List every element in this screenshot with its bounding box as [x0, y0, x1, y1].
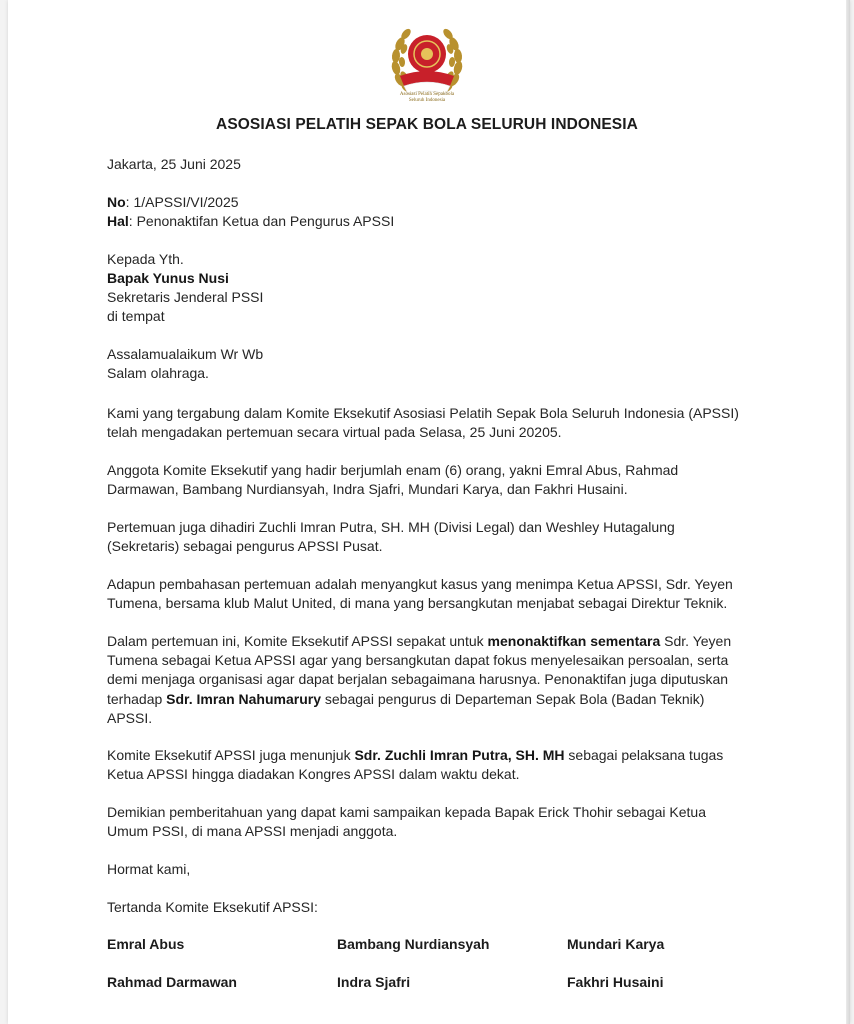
letter-subject-label: Hal	[107, 213, 129, 229]
paragraph-2-line: Darmawan, Bambang Nurdiansyah, Indra Sjafri, Mundari Karya, dan Fakhri Husaini.	[107, 481, 628, 498]
paragraph-6-emphasis: Sdr. Zuchli Imran Putra, SH. MH	[354, 747, 565, 763]
paragraph-6	[107, 746, 747, 784]
paragraph-2	[107, 461, 747, 499]
closing: Hormat kami,	[107, 861, 191, 877]
paragraph-5-line: APSSI.	[107, 709, 153, 726]
logo-caption	[379, 92, 475, 104]
paragraph-7-line: Demikian pemberitahuan yang dapat kami sampaikan kepada Bapak Erick Thohir sebagai Ketua	[107, 804, 706, 820]
paragraph-5	[107, 632, 747, 728]
paragraph-5-emphasis: menonaktifkan sementara	[487, 633, 661, 649]
paragraph-3-line: Pertemuan juga dihadiri Zuchli Imran Putra, SH. MH (Divisi Legal) dan Weshley Hutagalung	[107, 519, 675, 535]
paragraph-3-line: (Sekretaris) sebagai pengurus APSSI Pusat.	[107, 538, 383, 555]
paragraph-4	[107, 575, 747, 613]
paragraph-5-line	[107, 690, 747, 709]
paragraph-3	[107, 518, 747, 556]
paragraph-5-text: terhadap	[107, 690, 167, 707]
paragraph-7-line: Umum PSSI, di mana APSSI menjadi anggota.	[107, 823, 398, 840]
paragraph-5-line: Tumena sebagai Ketua APSSI agar yang bersangkutan dapat fokus menyelesaikan persoalan, serta	[107, 652, 729, 669]
paragraph-2-line: Anggota Komite Eksekutif yang hadir berjumlah enam (6) orang, yakni Emral Abus, Rahmad	[107, 462, 679, 478]
paragraph-1-line: telah mengadakan pertemuan secara virtual pada Selasa, 25 Juni 20205.	[107, 424, 562, 441]
paragraph-4-line: Adapun pembahasan pertemuan adalah menyangkut kasus yang menimpa Ketua APSSI, Sdr. Yeyen	[107, 576, 733, 592]
letter-number-value: : 1/APSSI/VI/2025	[125, 194, 239, 210]
signatory-name: Emral Abus	[107, 936, 185, 952]
paragraph-6-text: Komite Eksekutif APSSI juga menunjuk	[107, 747, 355, 763]
salutation-islamic: Assalamualaikum Wr Wb	[107, 346, 264, 362]
paragraph-5-line: demi menjaga organisasi agar dapat berjalan sebagaimana harusnya. Penonaktifan juga diputuskan	[107, 671, 729, 688]
signatory-name: Mundari Karya	[567, 936, 665, 952]
paragraph-5-line	[107, 632, 747, 651]
signatory-name: Fakhri Husaini	[567, 974, 664, 990]
logo-caption-line1: Asosiasi Pelatih Sepakbola	[399, 92, 455, 97]
paragraph-6-line	[107, 746, 747, 765]
recipient-name: Bapak Yunus Nusi	[107, 270, 229, 286]
paragraph-1-line: Kami yang tergabung dalam Komite Eksekutif Asosiasi Pelatih Sepak Bola Seluruh Indonesia (APSSI)	[107, 405, 739, 421]
paragraph-5-text: sebagai pengurus di Departeman Sepak Bola (Badan Teknik)	[321, 690, 705, 707]
paragraph-4-line: Tumena, bersama klub Malut United, di mana yang bersangkutan menjabat sebagai Direktur Teknik.	[107, 595, 728, 612]
paragraph-6-text: sebagai pelaksana tugas	[564, 747, 724, 763]
recipient-title: Sekretaris Jenderal PSSI	[107, 289, 264, 305]
letter-subject-value: : Penonaktifan Ketua dan Pengurus APSSI	[128, 213, 395, 229]
recipient-greeting: Kepada Yth.	[107, 251, 184, 267]
paragraph-7	[107, 803, 747, 841]
salutation-sport: Salam olahraga.	[107, 365, 209, 381]
place-date: Jakarta, 25 Juni 2025	[107, 156, 241, 172]
letter-number-label: No	[107, 194, 126, 210]
signatory-name: Rahmad Darmawan	[107, 974, 237, 990]
page-edge-shadow	[846, 0, 850, 1024]
paragraph-6-line: Ketua APSSI hingga diadakan Kongres APSSI dalam waktu dekat.	[107, 766, 520, 783]
recipient-location: di tempat	[107, 308, 165, 324]
signed-by: Tertanda Komite Eksekutif APSSI:	[107, 899, 318, 915]
logo-caption-line2: Seluruh Indonesia	[408, 98, 446, 103]
paragraph-5-text: Sdr. Yeyen	[660, 633, 732, 649]
letter-number	[107, 193, 239, 212]
signatory-name: Bambang Nurdiansyah	[337, 936, 490, 952]
signatory-name: Indra Sjafri	[337, 974, 411, 990]
paragraph-5-text: Dalam pertemuan ini, Komite Eksekutif APSSI sepakat untuk	[107, 633, 488, 649]
paragraph-1	[107, 404, 747, 442]
org-title: ASOSIASI PELATIH SEPAK BOLA SELURUH INDONESIA	[216, 116, 638, 133]
paragraph-5-emphasis: Sdr. Imran Nahumarury	[166, 690, 321, 707]
letter-subject	[107, 212, 394, 231]
